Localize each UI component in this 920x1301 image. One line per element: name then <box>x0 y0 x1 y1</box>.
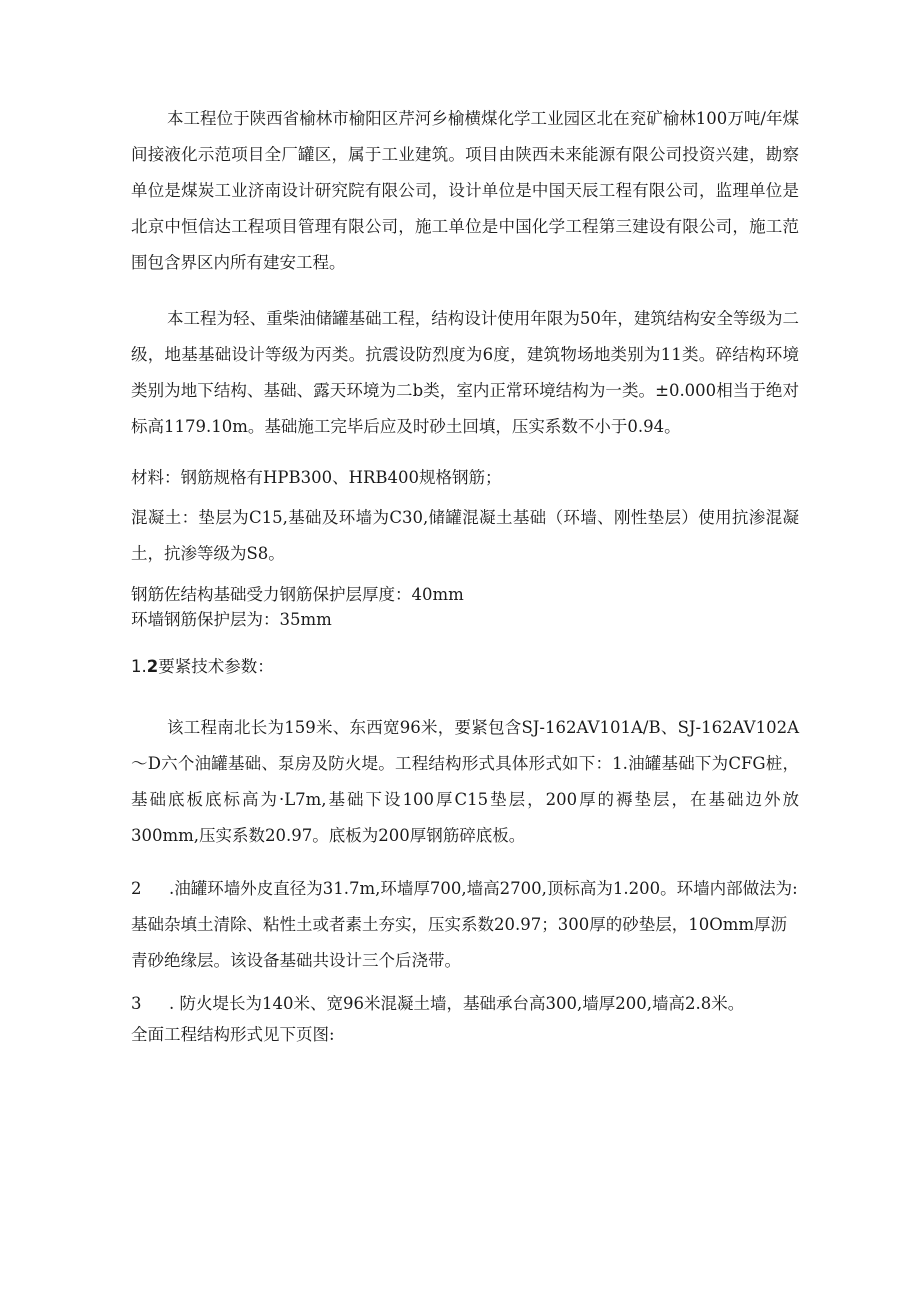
closing-line: 全面工程结构形式见下页图: <box>131 1025 335 1044</box>
materials-line: 材料：钢筋规格有HPB300、HRB400规格钢筋； <box>131 468 502 487</box>
technical-params-paragraph: 该工程南北长为159米、东西宽96米，要紧包含SJ-162AV101A/B、SJ-162AV102A～D六个油罐基础、泵房及防火堤。工程结构形式具体形式如下：1.油罐基础下为CFG桩，基础底板底标高为·L7m,基础下设100厚C15垫层，200厚的褥垫层，在基础边外放300mm,压实系数20.97。底板为200厚钢筋碎底板。 <box>131 718 799 845</box>
item-2-number: 2 <box>131 879 142 898</box>
concrete-paragraph: 混凝土：垫层为C15,基础及环墙为C30,储罐混凝土基础（环墙、刚性垫层）使用抗渗混凝土，抗渗等级为S8。 <box>131 508 799 563</box>
item-3-number: 3 <box>131 994 142 1013</box>
item-2-paragraph <box>131 871 799 979</box>
item-3-paragraph <box>131 986 799 1022</box>
item-3-text: . 防火堤长为140米、宽96米混凝土墙，基础承台高300,墙厚200,墙高2.8米。 <box>169 994 745 1013</box>
intro-paragraph: 本工程位于陕西省榆林市榆阳区芹河乡榆横煤化学工业园区北在兖矿榆林100万吨/年煤间接液化示范项目全厂罐区，属于工业建筑。项目由陕西未来能源有限公司投资兴建，勘察单位是煤炭工业济南设计研究院有限公司，设计单位是中国天辰工程有限公司，监理单位是北京中恒信达工程项目管理有限公司，施工单位是中国化学工程第三建设有限公司，施工范围包含界区内所有建安工程。 <box>131 109 799 272</box>
section-number: 1. <box>131 657 147 676</box>
design-paragraph: 本工程为轻、重柴油储罐基础工程，结构设计使用年限为50年，建筑结构安全等级为二级，地基基础设计等级为丙类。抗震设防烈度为6度，建筑物场地类别为11类。碎结构环境类别为地下结构、基础、露天环境为二b类，室内正常环境结构为一类。±0.000相当于绝对标高1179.10m。基础施工完毕后应及时砂土回填，压实系数不小于0.94。 <box>131 309 799 436</box>
rebar-cover-line: 钢筋佐结构基础受力钢筋保护层厚度：40mm <box>131 585 464 604</box>
section-number-bold: 2 <box>146 657 159 676</box>
section-title: 要紧技术参数： <box>158 657 274 676</box>
section-heading <box>131 655 811 679</box>
ring-wall-cover-line: 环墙钢筋保护层为：35mm <box>131 610 332 629</box>
item-2-text: .油罐环墙外皮直径为31.7m,环墙厚700,墙高2700,顶标高为1.200。环墙内部做法为:基础杂填土清除、粘性土或者素土夯实，压实系数20.97；300厚的砂垫层，10Omm厚沥青砂绝缘层。该设备基础共设计三个后浇带。 <box>131 879 798 970</box>
